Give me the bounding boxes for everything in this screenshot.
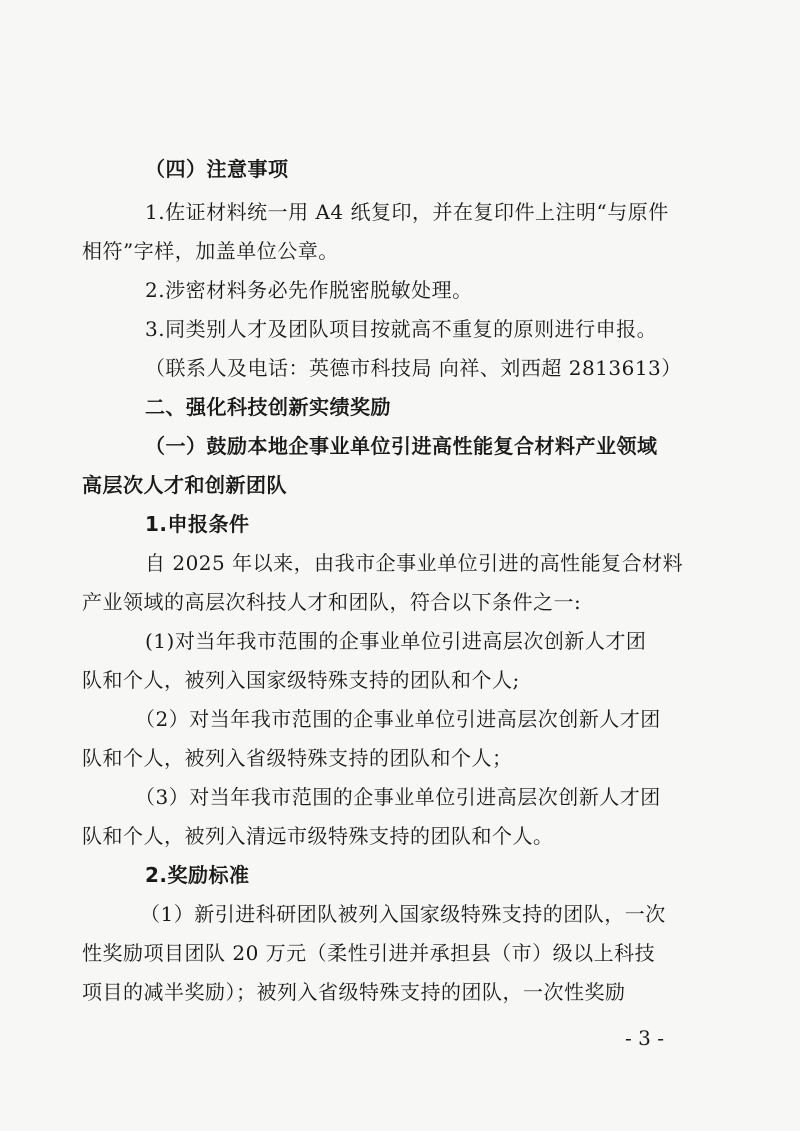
contact-line: （联系人及电话：英德市科技局 向祥、刘西超 2813613） — [145, 356, 682, 380]
paragraph-line: 队和个人，被列入省级特殊支持的团队和个人； — [82, 746, 513, 770]
paragraph-line: 队和个人，被列入国家级特殊支持的团队和个人; — [82, 668, 520, 692]
paragraph-line: （3）对当年我市范围的企事业单位引进高层次创新人才团 — [135, 785, 661, 809]
subsection-heading: 高层次人才和创新团队 — [82, 473, 287, 497]
item-heading: 1.申报条件 — [145, 512, 250, 536]
paragraph-line: （1）新引进科研团队被列入国家级特殊支持的团队，一次 — [140, 902, 666, 926]
paragraph-line: 相符”字样，加盖单位公章。 — [82, 239, 339, 263]
paragraph-line: 产业领域的高层次科技人才和团队，符合以下条件之一: — [82, 590, 582, 614]
paragraph-line: (1)对当年我市范围的企事业单位引进高层次创新人才团 — [145, 629, 647, 653]
paragraph-line: 项目的减半奖励）；被列入省级特殊支持的团队，一次性奖励 — [82, 980, 626, 1004]
page-number: - 3 - — [625, 1026, 664, 1050]
paragraph-line: （2）对当年我市范围的企事业单位引进高层次创新人才团 — [135, 707, 661, 731]
paragraph-line: 性奖励项目团队 20 万元（柔性引进并承担县（市）级以上科技 — [82, 941, 656, 965]
paragraph-line: 自 2025 年以来，由我市企事业单位引进的高性能复合材料 — [145, 551, 684, 575]
section-heading-2: 二、强化科技创新实绩奖励 — [145, 395, 391, 419]
paragraph-line: 3.同类别人才及团队项目按就高不重复的原则进行申报。 — [145, 317, 658, 341]
paragraph-line: 队和个人，被列入清远市级特殊支持的团队和个人。 — [82, 824, 554, 848]
subsection-heading: （一）鼓励本地企事业单位引进高性能复合材料产业领域 — [145, 434, 658, 458]
item-heading: 2.奖励标准 — [145, 863, 250, 887]
section-heading-4: （四）注意事项 — [145, 157, 289, 181]
paragraph-line: 2.涉密材料务必先作脱密脱敏处理。 — [145, 278, 473, 302]
paragraph-line: 1.佐证材料统一用 A4 纸复印，并在复印件上注明“与原件 — [145, 200, 669, 224]
